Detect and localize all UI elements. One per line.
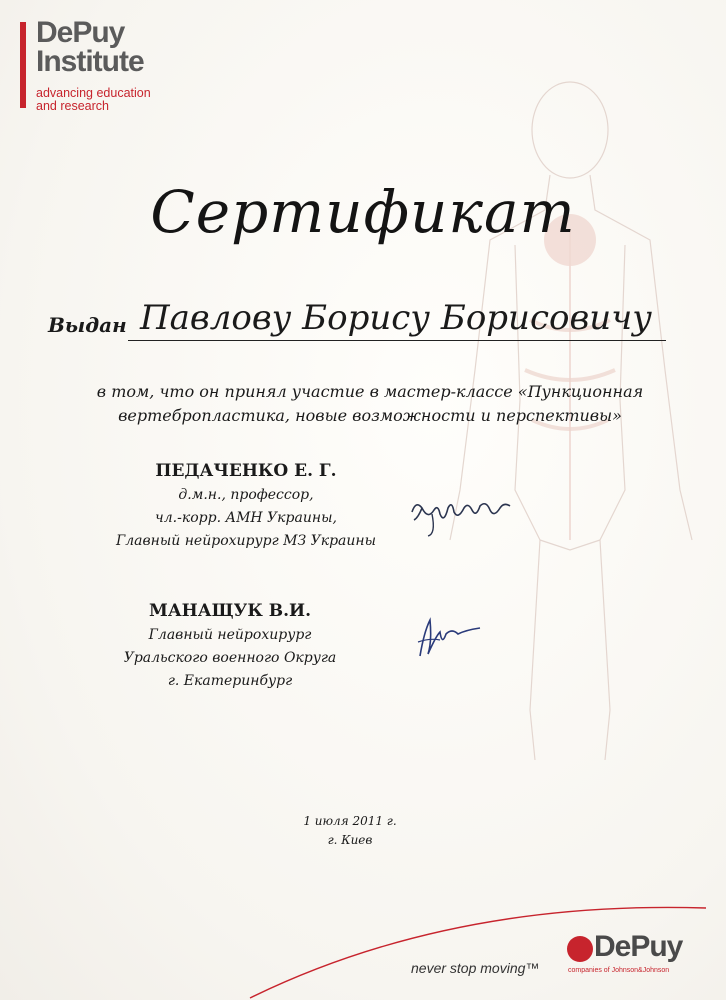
signature-1 [408, 490, 518, 540]
recipient-name: Павлову Борису Борисовичу [128, 296, 666, 341]
description-line-2: вертебропластика, новые возможности и перспективы» [118, 406, 622, 425]
logo-brand-line2: Institute [36, 45, 144, 78]
signer-1-title-2: чл.-корр. АМН Украины, [155, 510, 337, 526]
logo-tagline-line1: advancing education [36, 86, 151, 100]
logo-red-bar [20, 22, 26, 108]
signer-1-title-3: Главный нейрохирург МЗ Украины [115, 533, 377, 549]
footer-slogan: never stop moving™ [411, 960, 540, 976]
certificate-description [70, 380, 670, 428]
signer-1 [96, 458, 396, 553]
description-line-1: в том, что он принял участие в мастер-классе «Пункционная [96, 382, 644, 401]
footer-brand-sub: companies of Johnson&Johnson [568, 967, 670, 974]
footer-brand: DePuy [594, 930, 683, 963]
issue-info [260, 812, 440, 850]
signer-1-title-1: д.м.н., профессор, [178, 487, 314, 503]
signer-2-name: МАНАЩУК В.И. [149, 601, 311, 621]
logo-tagline-line2: and research [36, 99, 109, 113]
signature-2 [410, 612, 490, 662]
signer-2-title-2: Уральского военного Округа [123, 650, 337, 666]
issue-date: 1 июля 2011 г. [303, 814, 397, 828]
issue-city: г. Киев [327, 833, 373, 847]
logo-tagline [36, 87, 151, 113]
issued-label: Выдан [48, 313, 127, 337]
certificate-title: Сертификат [150, 178, 576, 246]
depuy-circle-icon [567, 936, 593, 962]
signer-2-title-3: г. Екатеринбург [167, 673, 293, 689]
signer-1-name: ПЕДАЧЕНКО Е. Г. [155, 461, 337, 481]
depuy-institute-logo [36, 18, 144, 76]
logo-brand-line1: DePuy [36, 16, 125, 49]
signer-2-title-1: Главный нейрохирург [148, 627, 312, 643]
signer-2 [80, 598, 380, 693]
